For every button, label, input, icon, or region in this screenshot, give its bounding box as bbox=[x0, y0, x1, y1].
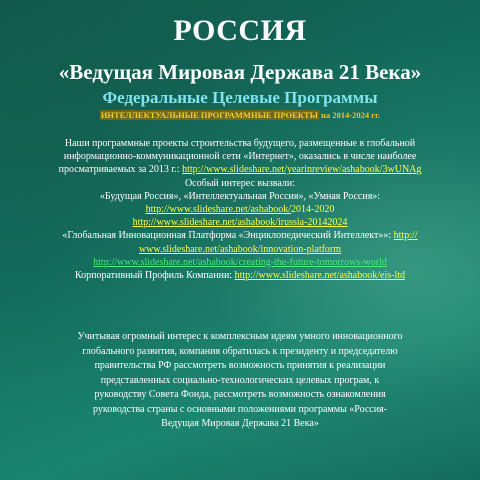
closing-line: глобального развития, компания обратилась к президенту и председателю bbox=[82, 345, 398, 357]
page-subtitle: «Ведущая Мировая Держава 21 Века» bbox=[58, 60, 422, 84]
intro-line: Наши программные проекты строительства будущего, размещенные в глобальной bbox=[64, 138, 416, 149]
creating-the-future-link[interactable]: http://www.slideshare.net/ashabook/creating-the-future-tomorrows-world bbox=[93, 256, 387, 268]
intro-line bbox=[40, 243, 440, 256]
closing-paragraph bbox=[30, 330, 450, 432]
ashabook-link[interactable]: http://www.slideshare.net/ashabook/ bbox=[145, 204, 292, 216]
irussia-link[interactable]: http://www.slideshare.net/ashabook/irussia-20142024 bbox=[132, 217, 348, 229]
ashabook-years: 2014-2020 bbox=[291, 204, 335, 216]
closing-line: руководству Совета Фонда, рассмотреть возможность ознакомления bbox=[94, 389, 386, 400]
projects-heading-years: на 2014-2024 гг. bbox=[318, 110, 381, 120]
projects-heading-highlight: ИНТЕЛЛЕКТУАЛЬНЫЕ ПРОГРАММНЫЕ ПРОЕКТЫ bbox=[100, 110, 318, 120]
innovation-platform-link[interactable]: www.slideshare.net/ashabook/innovation-platform bbox=[138, 243, 342, 255]
intro-line bbox=[40, 269, 440, 282]
intro-line: Особый интерес вызвали: bbox=[184, 177, 296, 189]
company-profile-link[interactable]: http://www.slideshare.net/ashabook/eis-ltd bbox=[234, 270, 406, 282]
projects-heading bbox=[0, 110, 480, 120]
intro-line bbox=[40, 203, 440, 216]
closing-line: Учитывая огромный интерес к комплексным идеям умного инновационного bbox=[77, 331, 403, 342]
intro-line: информационно-коммуникационной сети «Интернет», оказались в числе наиболее bbox=[63, 151, 417, 163]
closing-line: Ведущая Мировая Держава 21 Века» bbox=[161, 418, 319, 429]
intro-text: «Глобальная Инновационная Платформа «Энциклопедический Интеллект»»: bbox=[62, 230, 394, 242]
innovation-platform-link-start[interactable]: http:// bbox=[393, 230, 418, 242]
page-title: РОССИЯ bbox=[173, 14, 307, 47]
intro-text: просматриваемых за 2013 г.: bbox=[58, 164, 183, 176]
intro-line bbox=[40, 256, 440, 269]
intro-line bbox=[40, 216, 440, 229]
intro-line bbox=[40, 163, 440, 176]
closing-line: правительства РФ рассмотреть возможность принятия к реализации bbox=[94, 360, 386, 371]
intro-line: «Будущая Россия», «Интеллектуальная Россия», «Умная Россия»: bbox=[99, 190, 381, 202]
closing-line: руководства страны с основными положениями программы «Россия- bbox=[92, 403, 388, 415]
closing-line: представленных социально-технологических целевых програм, к bbox=[100, 374, 380, 386]
yearinreview-link[interactable]: http://www.slideshare.net/yearinreview/ashabook/3wUNAg bbox=[182, 164, 422, 176]
intro-paragraph bbox=[40, 137, 440, 282]
intro-line bbox=[40, 229, 440, 242]
intro-text: Корпоративный Профиль Компании: bbox=[74, 270, 235, 282]
programs-heading: Федеральные Целевые Программы bbox=[102, 88, 378, 107]
